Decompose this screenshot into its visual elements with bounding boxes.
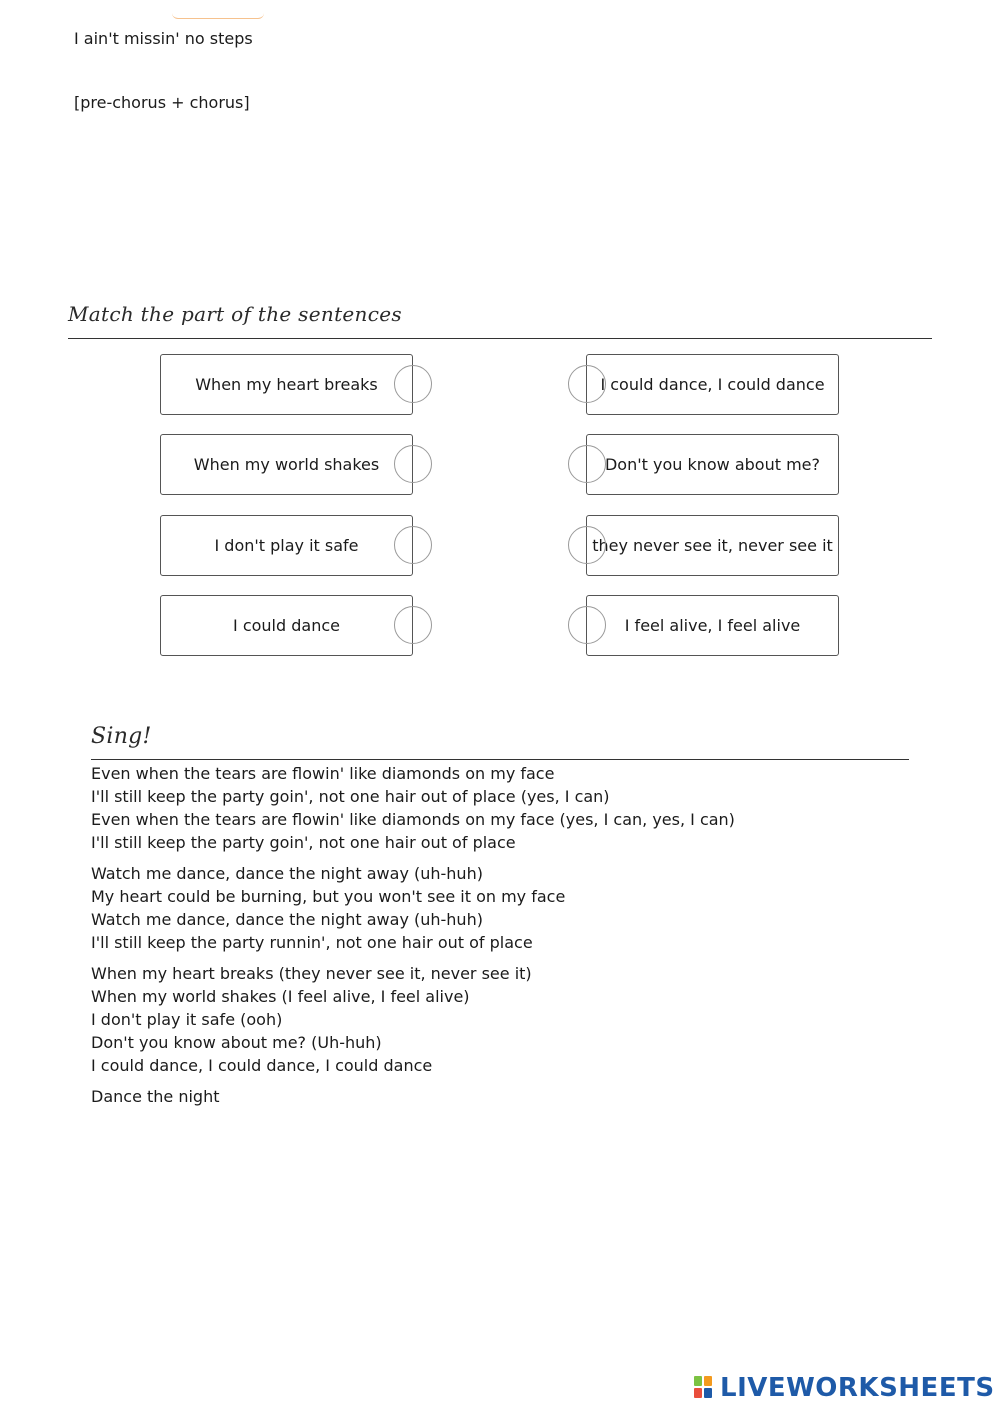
liveworksheets-logo — [694, 1374, 995, 1402]
sing-section-title: Sing! — [91, 724, 152, 749]
match-right-connector-4[interactable] — [568, 606, 606, 644]
match-left-connector-1[interactable] — [394, 365, 432, 403]
previous-section-tab — [172, 8, 264, 19]
liveworksheets-logo-text: LIVEWORKSHEETS — [720, 1373, 995, 1403]
intro-section-note: [pre-chorus + chorus] — [74, 93, 250, 112]
lyric-line: I could dance, I could dance, I could dance — [91, 1056, 433, 1075]
lyrics-stanza-4 — [91, 1085, 911, 1108]
lyric-line: Even when the tears are flowin' like diamonds on my face — [91, 764, 555, 783]
match-left-item-3[interactable]: I don't play it safe — [160, 515, 413, 576]
match-right-item-2[interactable]: Don't you know about me? — [586, 434, 839, 495]
match-right-item-4[interactable]: I feel alive, I feel alive — [586, 595, 839, 656]
match-right-item-3[interactable]: they never see it, never see it — [586, 515, 839, 576]
logo-mark-tile — [694, 1376, 702, 1386]
lyric-line: I don't play it safe (ooh) — [91, 1010, 283, 1029]
lyrics-stanza-3 — [91, 962, 911, 1077]
match-left-connector-4[interactable] — [394, 606, 432, 644]
match-right-connector-1[interactable] — [568, 365, 606, 403]
lyric-line: I'll still keep the party goin', not one hair out of place — [91, 833, 516, 852]
intro-lyric-line: I ain't missin' no steps — [74, 29, 253, 48]
lyrics-stanza-2 — [91, 862, 911, 954]
match-right-connector-3[interactable] — [568, 526, 606, 564]
lyric-line: My heart could be burning, but you won't see it on my face — [91, 887, 566, 906]
lyric-line: When my heart breaks (they never see it, never see it) — [91, 964, 532, 983]
lyrics-stanza-1 — [91, 762, 911, 854]
sing-title-rule — [91, 759, 909, 760]
lyric-line: Dance the night — [91, 1087, 220, 1106]
logo-mark-tile — [704, 1388, 712, 1398]
match-left-connector-3[interactable] — [394, 526, 432, 564]
lyric-line: Even when the tears are flowin' like diamonds on my face (yes, I can, yes, I can) — [91, 810, 735, 829]
match-right-connector-2[interactable] — [568, 445, 606, 483]
lyric-line: When my world shakes (I feel alive, I feel alive) — [91, 987, 470, 1006]
logo-mark-tile — [704, 1376, 712, 1386]
logo-mark-tile — [694, 1388, 702, 1398]
lyric-line: Watch me dance, dance the night away (uh-huh) — [91, 910, 483, 929]
lyrics-block — [91, 762, 911, 1116]
match-left-item-2[interactable]: When my world shakes — [160, 434, 413, 495]
match-right-item-1[interactable]: I could dance, I could dance — [586, 354, 839, 415]
match-title-rule — [68, 338, 932, 339]
lyric-line: Watch me dance, dance the night away (uh-huh) — [91, 864, 483, 883]
match-left-connector-2[interactable] — [394, 445, 432, 483]
match-left-item-4[interactable]: I could dance — [160, 595, 413, 656]
lyric-line: Don't you know about me? (Uh-huh) — [91, 1033, 382, 1052]
match-left-item-1[interactable]: When my heart breaks — [160, 354, 413, 415]
lyric-line: I'll still keep the party runnin', not one hair out of place — [91, 933, 533, 952]
liveworksheets-logo-mark-icon — [694, 1376, 714, 1400]
lyric-line: I'll still keep the party goin', not one hair out of place (yes, I can) — [91, 787, 610, 806]
match-section-title: Match the part of the sentences — [68, 302, 402, 326]
